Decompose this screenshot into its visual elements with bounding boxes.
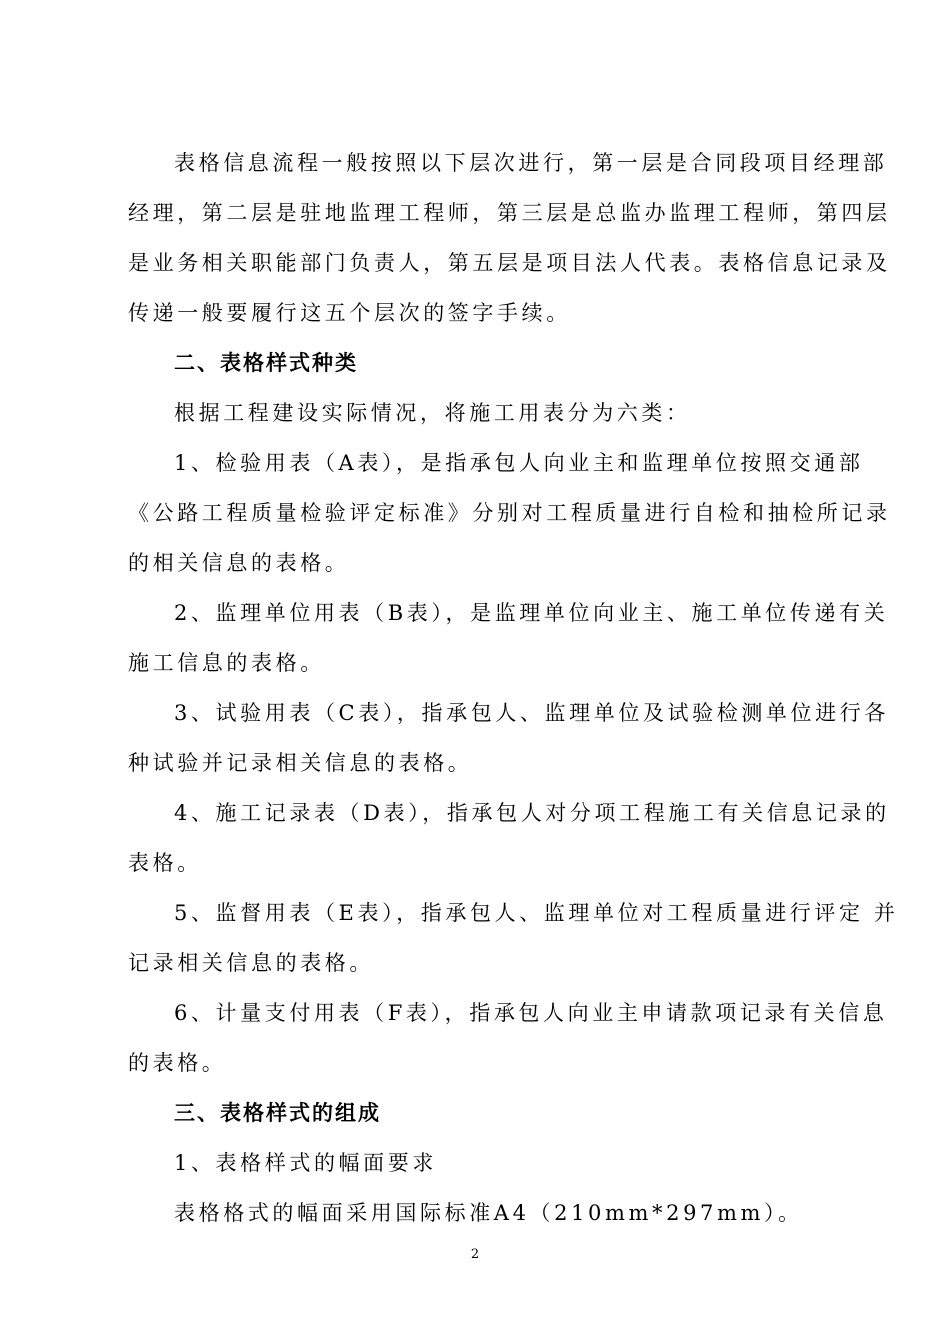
paragraph-line: 表格格式的幅面采用国际标准A4（210mm*297mm）。: [174, 1201, 803, 1225]
list-item-line: 3、试验用表（C表），指承包人、监理单位及试验检测单位进行各: [174, 701, 889, 725]
list-item-line: 的表格。: [128, 1051, 227, 1075]
paragraph-line: 传递一般要履行这五个层次的签字手续。: [128, 301, 571, 325]
paragraph-line: 是业务相关职能部门负责人，第五层是项目法人代表。表格信息记录及: [128, 251, 891, 275]
page-number: 2: [470, 1247, 480, 1262]
paragraph-line: 表格信息流程一般按照以下层次进行，第一层是合同段项目经理部: [174, 151, 888, 175]
paragraph-line: 经理，第二层是驻地监理工程师，第三层是总监办监理工程师，第四层: [128, 201, 891, 225]
section-heading: 二、表格样式种类: [174, 350, 358, 375]
list-item-line: 4、施工记录表（D表），指承包人对分项工程施工有关信息记录的: [174, 801, 890, 825]
list-item-line: 2、监理单位用表（B表），是监理单位向业主、施工单位传递有关: [174, 601, 889, 625]
list-item-line: 1、检验用表（A表），是指承包人向业主和监理单位按照交通部: [174, 451, 864, 475]
list-item-line: 《公路工程质量检验评定标准》分别对工程质量进行自检和抽检所记录: [128, 501, 891, 525]
section-heading: 三、表格样式的组成: [174, 1100, 381, 1125]
list-item-line: 施工信息的表格。: [128, 651, 325, 675]
list-item-line: 5、监督用表（E表），指承包人、监理单位对工程质量进行评定 并: [174, 901, 899, 925]
paragraph-line: 根据工程建设实际情况，将施工用表分为六类：: [174, 401, 691, 425]
list-item-line: 种试验并记录相关信息的表格。: [128, 751, 473, 775]
list-item-line: 的相关信息的表格。: [128, 551, 350, 575]
list-item-line: 6、计量支付用表（F表），指承包人向业主申请款项记录有关信息: [174, 1001, 888, 1025]
list-item-line: 表格。: [128, 851, 202, 875]
list-item-line: 记录相关信息的表格。: [128, 951, 374, 975]
subsection-title: 1、表格样式的幅面要求: [174, 1151, 437, 1175]
